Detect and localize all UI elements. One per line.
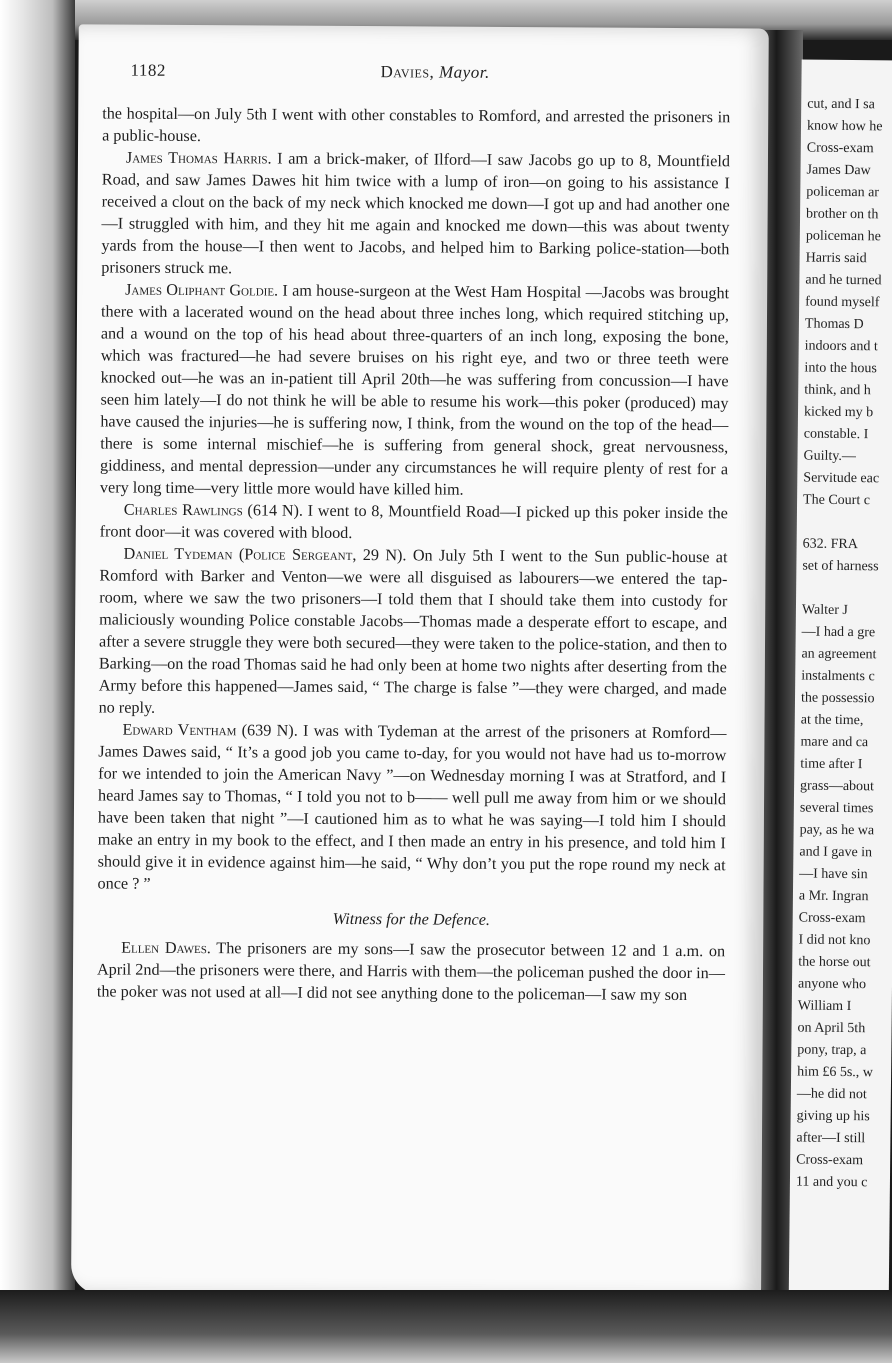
- facing-page-line: indoors and t: [804, 338, 878, 355]
- testimony-paragraph: [97, 936, 725, 1006]
- facing-page-line: brother on th: [806, 206, 879, 223]
- facing-page-line: —he did not: [796, 1086, 867, 1103]
- scan-left-edge: [0, 0, 75, 1363]
- facing-page-line: policeman he: [805, 228, 881, 245]
- facing-page-line: Harris said: [805, 250, 867, 267]
- facing-page-fragment: [788, 60, 892, 1341]
- facing-page-line: Servitude eac: [803, 470, 880, 487]
- witness-name: Edward Ventham (639 N).: [122, 720, 298, 740]
- facing-page-line: time after I: [800, 756, 863, 773]
- facing-page-line: several times: [799, 800, 874, 817]
- facing-page-line: the horse out: [798, 954, 871, 971]
- facing-page-line: Cross-exam: [806, 140, 874, 157]
- facing-page-line: know how he: [806, 118, 883, 135]
- facing-page-line: mare and ca: [800, 734, 869, 751]
- testimony-paragraph: [99, 542, 728, 722]
- facing-page-line: William I: [797, 998, 852, 1015]
- page-number: 1182: [130, 60, 166, 80]
- facing-page-line: cut, and I sa: [807, 96, 875, 113]
- testimony-text: On July 5th I went to the Sun public-house at Romford with Barker and Venton—we were all disguised as labourers—we entered the tap-room, where we saw the two prisoners—I told them that I should take them into custody for maliciously wounding Police constable Jacobs—Thomas made a desperate effort to escape, and after a severe struggle they were both secured—they were taken to the police-station, and then to Barking—on the road Thomas said he had only been at home two nights after deserting from the Army before this happened—James said, “ The charge is false ”—they were charged, and made no reply.: [98, 546, 728, 717]
- facing-page-line: Guilty.—: [803, 448, 857, 465]
- facing-page-line: Thomas D: [804, 316, 864, 333]
- testimony-paragraph: [102, 102, 730, 150]
- facing-page-line: —I had a gre: [801, 624, 876, 641]
- testimony-text: I am a brick-maker, of Ilford—I saw Jacobs go up to 8, Mountfield Road, and saw James Dawes hit him twice with a lump of iron—on going to his assistance I received a clout on the back of my neck which knocked me down—I got up and had another one—I struggled with him, and they hit me again and knocked me down—this was about twenty yards from the house—I then went to Jacobs, and helped him to Barking police-station—both prisoners struck me.: [101, 149, 731, 278]
- facing-page-line: 632. FRA: [802, 536, 858, 553]
- facing-page-line: [802, 578, 892, 602]
- facing-page-line: at the time,: [800, 712, 864, 729]
- testimony-text: I went to 8, Mountfield Road—I picked up this poker inside the front door—it was covered with blood.: [99, 501, 728, 542]
- facing-page-line: and he turned: [805, 272, 882, 289]
- facing-page-line: found myself: [805, 294, 880, 311]
- testimony-paragraph: [97, 718, 726, 898]
- facing-page-line: 11 and you c: [795, 1174, 868, 1191]
- facing-page-line: the possessio: [800, 690, 875, 707]
- witness-name: James Oliphant Goldie.: [125, 280, 279, 300]
- facing-page-line: an agreement: [801, 646, 877, 663]
- facing-page-line: after—I still: [796, 1130, 866, 1147]
- testimony-text: the hospital—on July 5th I went with other constables to Romford, and arrested the prisoners in a public-house.: [102, 104, 731, 146]
- testimony-text: The prisoners are my sons—I saw the prosecutor between 12 and 1 a.m. on April 2nd—the prisoners were there, and Harris with them—the policeman pushed the door in—the poker was not used at all—I did not see anything done to the policeman—I saw my son: [96, 939, 726, 1005]
- facing-page-line: —I have sin: [799, 866, 868, 883]
- page-header: [130, 61, 750, 95]
- facing-page-line: a Mr. Ingran: [798, 888, 869, 905]
- facing-page-line: Walter J: [801, 602, 848, 619]
- testimony-paragraph: [100, 278, 729, 502]
- witness-name: Ellen Dawes.: [121, 938, 211, 958]
- testimony-text: I was with Tydeman at the arrest of the prisoners at Romford—James Dawes said, “ It’s a good job you came to-day, for you would not have had us to-morrow for we intended to join the American Navy ”—on Wednesday morning I was at Stratford, and I heard James say to Thomas, “ I told you not to b—— well pull me away from him or we should have been taken that night ”—I cautioned him as to what he was saying—I told him I should make an entry in my book to the effect, and I then made an entry in his presence, and told him I should give it in evidence against him—he said, “ Why don’t you put the rope round my neck at once ? ”: [97, 721, 727, 893]
- facing-page-line: grass—about: [800, 778, 875, 795]
- facing-page-line: on April 5th: [797, 1020, 866, 1037]
- running-head-name: Davies,: [380, 62, 435, 82]
- facing-page-line: kicked my b: [803, 404, 874, 421]
- facing-page-line: giving up his: [796, 1108, 870, 1125]
- running-head-title: Mayor.: [439, 62, 490, 82]
- section-subheading: Witness for the Defence.: [332, 909, 491, 929]
- facing-page-lines: [796, 94, 892, 1196]
- facing-page-line: Cross-exam: [798, 910, 866, 927]
- facing-page-line: policeman ar: [806, 184, 880, 201]
- book-page: [71, 24, 769, 1298]
- witness-name: Charles Rawlings (614 N).: [123, 500, 304, 520]
- facing-page-line: James Daw: [806, 162, 871, 179]
- facing-page-line: him £6 5s., w: [797, 1064, 874, 1081]
- testimony-paragraph: [101, 146, 730, 282]
- scan-bottom-edge: [0, 1290, 892, 1363]
- facing-page-line: and I gave in: [799, 844, 873, 861]
- witness-name: James Thomas Harris.: [125, 148, 272, 168]
- facing-page-line: The Court c: [803, 492, 871, 509]
- testimony-text: I am house-surgeon at the West Ham Hospital —Jacobs was brought there with a lacerated wound on the head about three inches long, which required stitching up, and a wound on the top of his head about three-quarters of an inch long, exposing the bone, which was fractured—he had severe bruises on his right eye, and two or three teeth were knocked out—he was an in-patient till April 20th—he was suffering from concussion—I have seen him lately—I do not think he will be able to resume his work—this poker (produced) may have caused the injuries—he is suffering now, I think, from the wound on the top of the head—there is some internal mischief—he is suffering from general shock, great nervousness, giddiness, and mental depression—under any circumstances he will require plenty of rest for a very long time—very little more would have killed him.: [99, 281, 730, 499]
- facing-page-line: [803, 512, 892, 536]
- witness-name: Daniel Tydeman (Police Sergeant, 29 N).: [123, 544, 407, 565]
- page-body: [97, 102, 730, 1006]
- facing-page-line: set of harness: [802, 558, 879, 575]
- facing-page-line: constable. I: [803, 426, 869, 443]
- facing-page-line: pony, trap, a: [797, 1042, 867, 1059]
- facing-page-line: pay, as he wa: [799, 822, 875, 839]
- facing-page-line: think, and h: [804, 382, 871, 399]
- testimony-paragraph: [100, 498, 728, 546]
- facing-page-line: Cross-exam: [796, 1152, 864, 1169]
- facing-page-line: anyone who: [797, 976, 867, 993]
- facing-page-line: into the hous: [804, 360, 877, 377]
- facing-page-line: instalments c: [801, 668, 875, 685]
- running-head: [380, 62, 489, 83]
- facing-page-line: I did not kno: [798, 932, 871, 949]
